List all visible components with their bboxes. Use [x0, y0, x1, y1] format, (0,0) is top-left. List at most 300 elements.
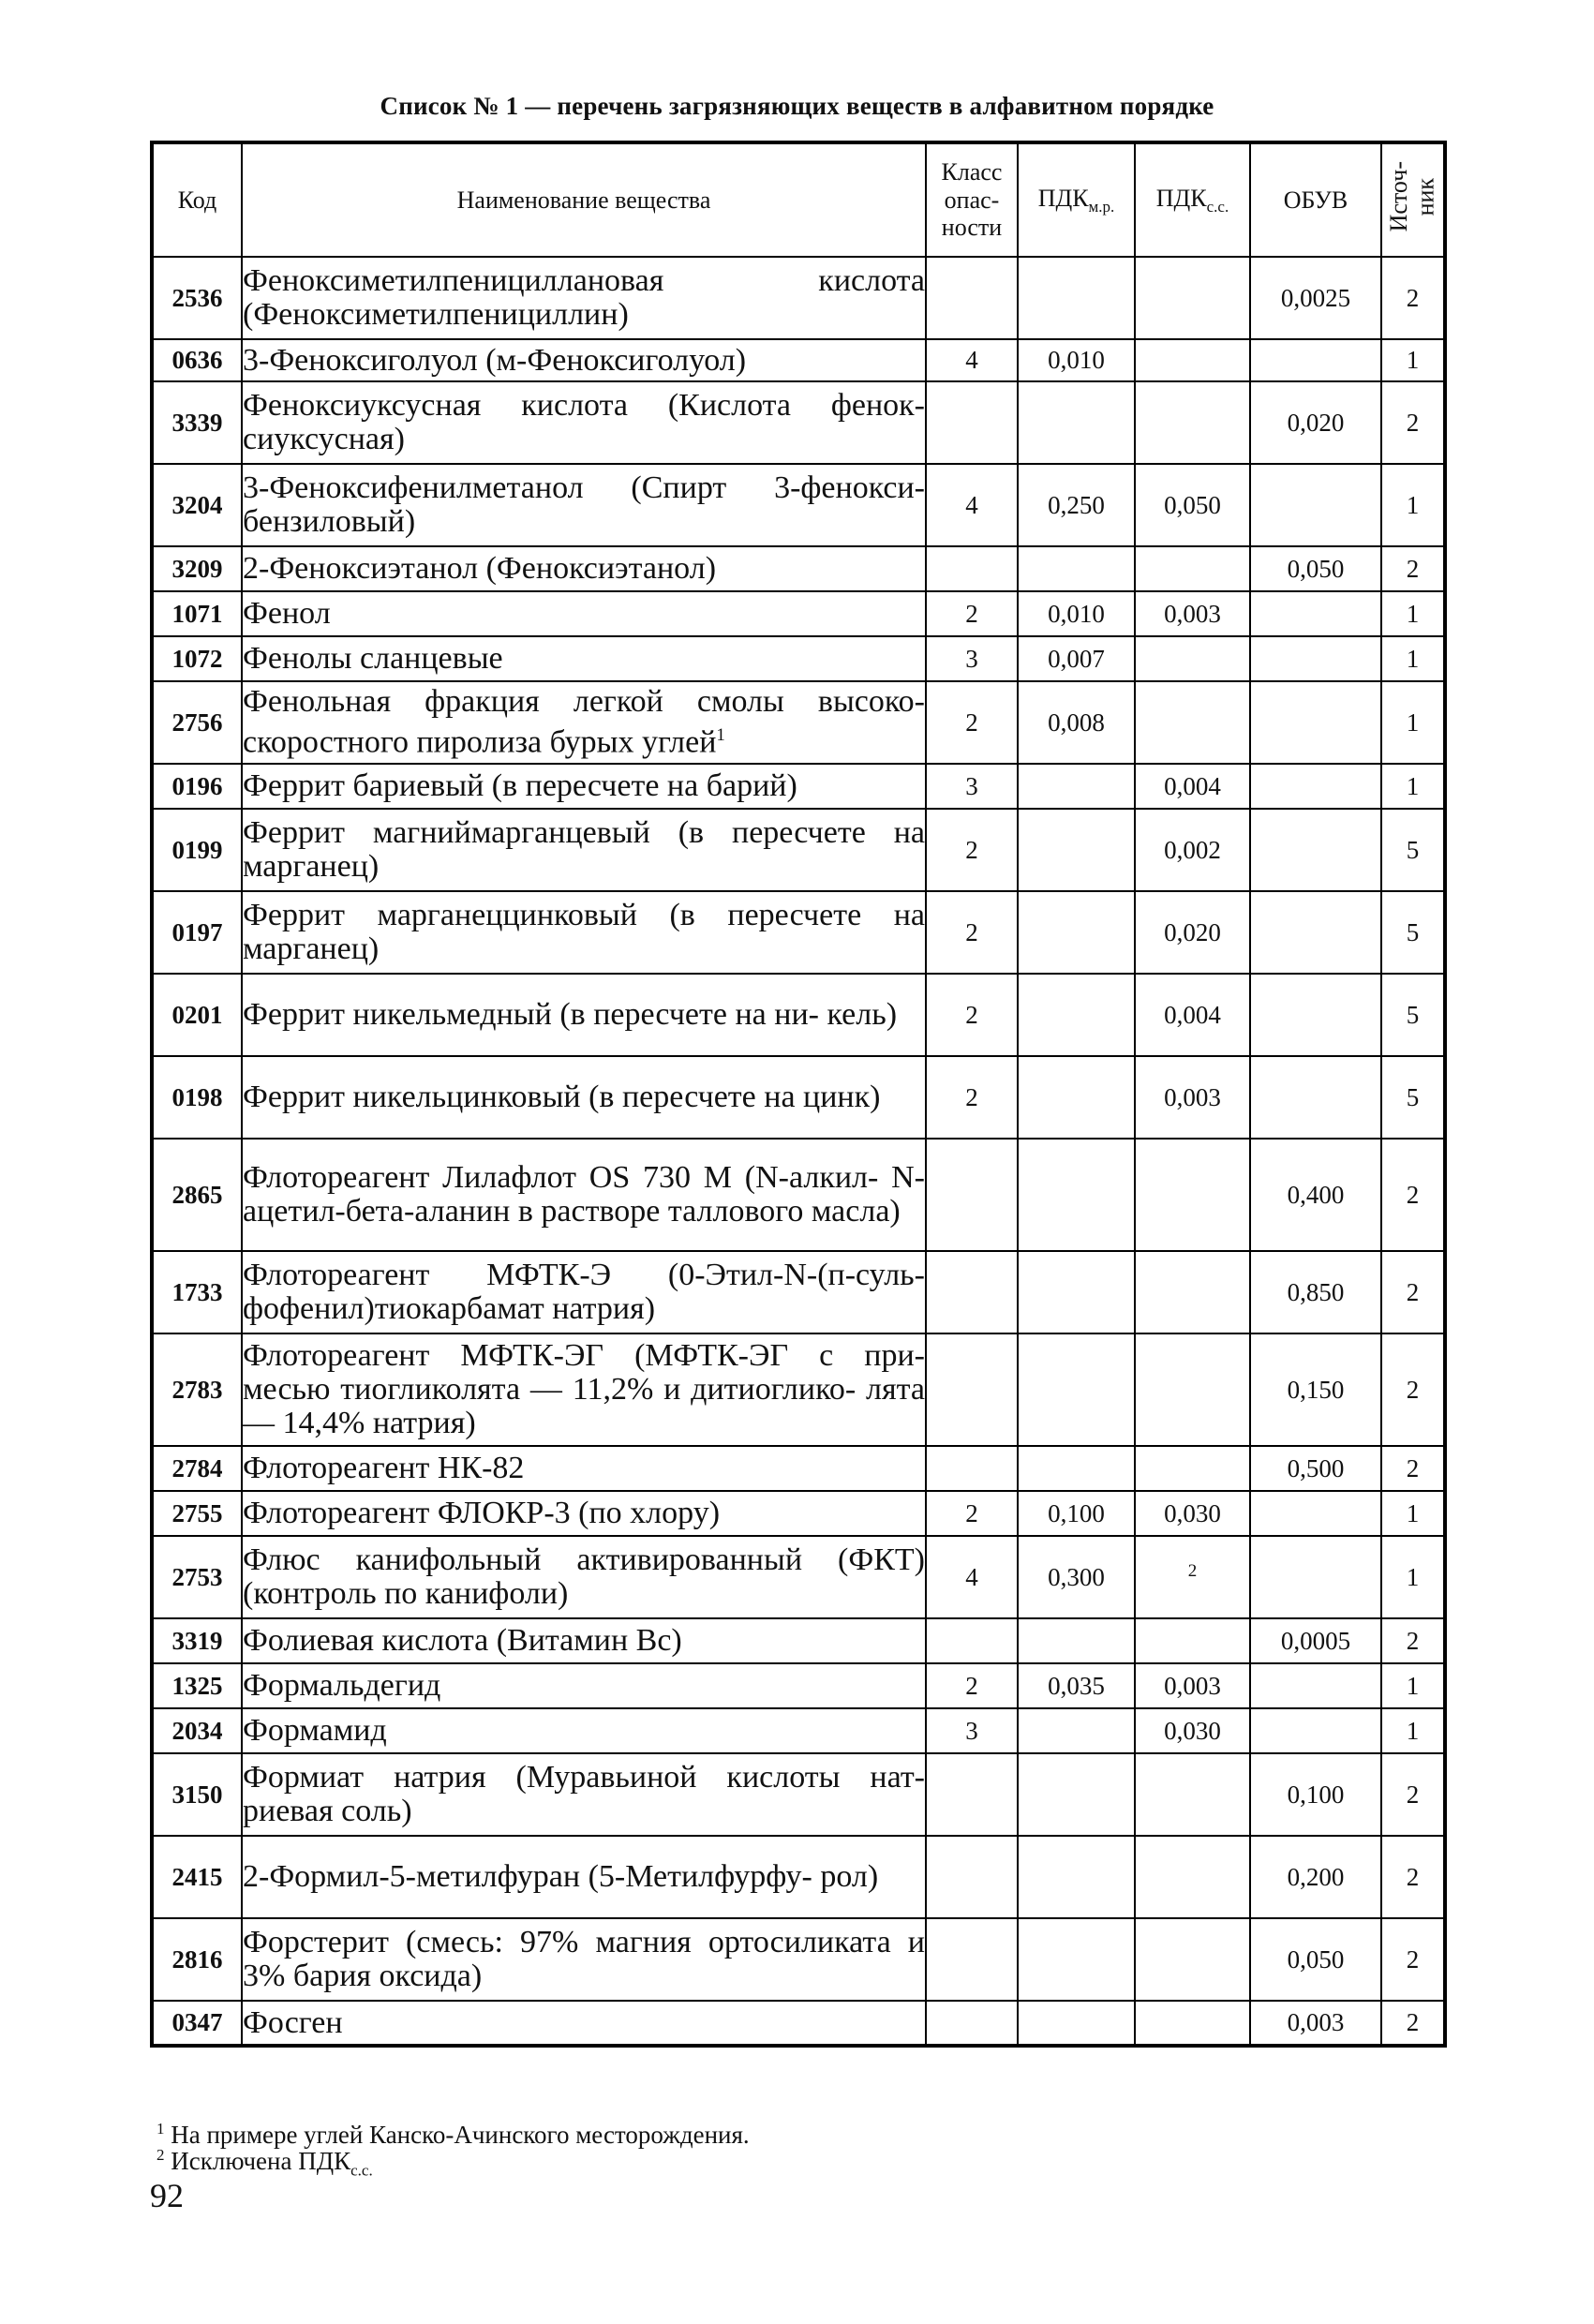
- cell-name: [242, 1139, 926, 1251]
- cell-obuv-text: 0,050: [1287, 554, 1345, 583]
- cell-name-text: Формиат натрия (Муравьиной кислоты нат- риевая соль): [243, 1760, 925, 1828]
- cell-obuv-text: 0,050: [1287, 1944, 1345, 1974]
- cell-source: [1381, 1708, 1445, 1753]
- table-row: [152, 1056, 1445, 1139]
- cell-name-text: Фенольная фракция легкой смолы высоко- скоростного пиролиза бурых углей: [243, 684, 925, 760]
- cell-obuv: [1250, 1056, 1381, 1139]
- cell-obuv: [1250, 1251, 1381, 1333]
- cell-source-text: 1: [1406, 1671, 1420, 1700]
- cell-source: [1381, 1618, 1445, 1663]
- cell-pdk-ss: [1135, 681, 1250, 764]
- cell-code-text: 3150: [171, 1780, 223, 1809]
- cell-pdk-mr: [1018, 339, 1135, 381]
- cell-pdk-ss: [1135, 1251, 1250, 1333]
- cell-source-text: 5: [1406, 917, 1420, 946]
- cell-name: [242, 591, 926, 636]
- cell-pdk-ss-text: 0,004: [1164, 771, 1221, 800]
- cell-source: [1381, 464, 1445, 546]
- cell-source-text: 5: [1406, 1000, 1420, 1029]
- cell-hazard-class-text: 3: [965, 1716, 978, 1745]
- table-row: [152, 1446, 1445, 1491]
- cell-name-text: 3-Феноксиголуол (м-Феноксиголуол): [243, 342, 747, 378]
- cell-code: [152, 1251, 242, 1333]
- cell-hazard-class: [926, 764, 1018, 809]
- cell-pdk-ss: [1135, 464, 1250, 546]
- cell-code: [152, 1536, 242, 1618]
- cell-pdk-ss: [1135, 1708, 1250, 1753]
- cell-name: [242, 1491, 926, 1536]
- cell-code-text: 3204: [171, 490, 223, 519]
- cell-obuv: [1250, 546, 1381, 591]
- cell-pdk-mr: [1018, 1333, 1135, 1446]
- cell-name-text: Флотореагент НК-82: [243, 1451, 525, 1485]
- cell-source: [1381, 381, 1445, 464]
- cell-code-text: 0347: [171, 2008, 223, 2036]
- cell-source: [1381, 809, 1445, 891]
- cell-obuv: [1250, 891, 1381, 974]
- cell-name-text: Форстерит (смесь: 97% магния ортосиликата и 3% бария оксида): [243, 1925, 925, 1993]
- cell-obuv: [1250, 809, 1381, 891]
- cell-pdk-ss: [1135, 764, 1250, 809]
- cell-hazard-class-text: 2: [965, 599, 978, 628]
- cell-code-text: 2784: [171, 1453, 223, 1482]
- cell-hazard-class-text: 4: [965, 346, 978, 374]
- cell-pdk-mr: [1018, 764, 1135, 809]
- cell-hazard-class: [926, 681, 1018, 764]
- cell-source-text: 2: [1406, 283, 1420, 312]
- cell-name-text: Флюс канифольный активированный (ФКТ) (контроль по канифоли): [243, 1542, 925, 1611]
- table-row: [152, 891, 1445, 974]
- cell-name: [242, 257, 926, 339]
- cell-name: [242, 809, 926, 891]
- cell-code-text: 3319: [171, 1626, 223, 1655]
- cell-pdk-ss-text: 0,030: [1164, 1498, 1221, 1527]
- cell-code: [152, 1333, 242, 1446]
- table-row: [152, 1618, 1445, 1663]
- cell-name: [242, 1251, 926, 1333]
- cell-code-text: 2536: [171, 283, 223, 312]
- table-row: [152, 636, 1445, 681]
- cell-source-text: 2: [1406, 1862, 1420, 1891]
- cell-pdk-mr-text: 0,007: [1048, 644, 1105, 673]
- cell-obuv: [1250, 591, 1381, 636]
- cell-code-text: 0196: [171, 771, 223, 800]
- table-row: [152, 681, 1445, 764]
- cell-source: [1381, 1491, 1445, 1536]
- cell-hazard-class-text: 2: [965, 708, 978, 737]
- cell-name: [242, 1446, 926, 1491]
- cell-obuv: [1250, 339, 1381, 381]
- cell-code-text: 0201: [171, 1000, 223, 1029]
- cell-source-text: 2: [1406, 408, 1420, 437]
- cell-source: [1381, 1836, 1445, 1918]
- cell-name: [242, 1753, 926, 1836]
- cell-name: [242, 1708, 926, 1753]
- cell-name-text: Флотореагент МФТК-ЭГ (МФТК-ЭГ с при- месью тиогликолята — 11,2% и дитиоглико- лята — 14,4% натрия): [243, 1338, 925, 1440]
- table-row: [152, 546, 1445, 591]
- cell-source-text: 1: [1406, 1498, 1420, 1527]
- cell-pdk-mr: [1018, 1446, 1135, 1491]
- cell-name-text: Феррит бариевый (в пересчете на барий): [243, 768, 797, 803]
- table-row: [152, 1491, 1445, 1536]
- cell-name: [242, 381, 926, 464]
- cell-name-text: Фосген: [243, 2004, 343, 2040]
- cell-hazard-class: [926, 1446, 1018, 1491]
- cell-hazard-class: [926, 257, 1018, 339]
- cell-pdk-mr: [1018, 1056, 1135, 1139]
- cell-source-text: 2: [1406, 554, 1420, 583]
- cell-pdk-ss: [1135, 1333, 1250, 1446]
- table-row: [152, 1251, 1445, 1333]
- cell-name-text: Феноксиметилпенициллановая кислота (Феноксиметилпенициллин): [243, 263, 925, 332]
- cell-pdk-mr: [1018, 1918, 1135, 2001]
- cell-obuv-text: 0,400: [1287, 1180, 1345, 1209]
- cell-obuv: [1250, 2001, 1381, 2046]
- cell-pdk-mr: [1018, 1753, 1135, 1836]
- cell-source-text: 1: [1406, 708, 1420, 737]
- cell-name-text: Формамид: [243, 1713, 387, 1748]
- cell-pdk-mr: [1018, 591, 1135, 636]
- cell-name-text: Флотореагент Лилафлот OS 730 M (N-алкил- N-ацетил-бета-аланин в растворе таллового масла): [243, 1160, 925, 1229]
- cell-code-text: 2783: [171, 1375, 223, 1404]
- cell-source: [1381, 1918, 1445, 2001]
- cell-name-text: Феррит марганеццинковый (в пересчете на марганец): [243, 898, 925, 966]
- cell-obuv-text: 0,200: [1287, 1862, 1345, 1891]
- cell-code: [152, 1836, 242, 1918]
- cell-source: [1381, 891, 1445, 974]
- cell-pdk-mr: [1018, 2001, 1135, 2046]
- cell-pdk-mr: [1018, 1708, 1135, 1753]
- cell-code: [152, 1618, 242, 1663]
- cell-name-text: Фолиевая кислота (Витамин Вс): [243, 1623, 682, 1658]
- cell-code-text: 0636: [171, 346, 223, 374]
- cell-source-text: 2: [1406, 1780, 1420, 1809]
- cell-source: [1381, 1663, 1445, 1708]
- cell-hazard-class: [926, 1491, 1018, 1536]
- cell-hazard-class: [926, 1333, 1018, 1446]
- cell-code: [152, 1056, 242, 1139]
- cell-name-text: 2-Формил-5-метилфуран (5-Метилфурфу- рол): [243, 1859, 879, 1894]
- cell-source-text: 5: [1406, 835, 1420, 864]
- cell-pdk-ss-text: 0,003: [1164, 599, 1221, 628]
- cell-pdk-mr-text: 0,300: [1048, 1562, 1105, 1591]
- cell-name: [242, 339, 926, 381]
- cell-obuv-text: 0,0025: [1280, 283, 1351, 312]
- cell-source: [1381, 1139, 1445, 1251]
- cell-code-text: 2753: [171, 1562, 223, 1591]
- table-row: [152, 1663, 1445, 1708]
- cell-source-text: 1: [1406, 771, 1420, 800]
- cell-code-text: 3339: [171, 408, 223, 437]
- cell-source: [1381, 1056, 1445, 1139]
- cell-obuv: [1250, 1536, 1381, 1618]
- cell-hazard-class: [926, 381, 1018, 464]
- cell-code-text: 1325: [171, 1671, 223, 1700]
- cell-code: [152, 2001, 242, 2046]
- header-hazard-class: Класс опас- ности: [926, 142, 1018, 257]
- cell-pdk-mr: [1018, 381, 1135, 464]
- header-name: Наименование вещества: [242, 142, 926, 257]
- cell-code-text: 1072: [171, 644, 223, 673]
- cell-code: [152, 339, 242, 381]
- cell-obuv: [1250, 764, 1381, 809]
- cell-name: [242, 1663, 926, 1708]
- cell-hazard-class: [926, 1753, 1018, 1836]
- cell-pdk-mr: [1018, 1251, 1135, 1333]
- cell-pdk-ss: [1135, 1753, 1250, 1836]
- cell-hazard-class-text: 2: [965, 1082, 978, 1111]
- cell-code-text: 0199: [171, 835, 223, 864]
- cell-name: [242, 636, 926, 681]
- cell-name-text: 2-Феноксиэтанол (Феноксиэтанол): [243, 551, 717, 586]
- cell-pdk-mr: [1018, 891, 1135, 974]
- cell-obuv-text: 0,500: [1287, 1453, 1345, 1482]
- table-row: [152, 2001, 1445, 2046]
- cell-code: [152, 1708, 242, 1753]
- cell-code: [152, 636, 242, 681]
- cell-obuv: [1250, 1333, 1381, 1446]
- cell-pdk-mr: [1018, 1536, 1135, 1618]
- cell-source-text: 2: [1406, 1375, 1420, 1404]
- cell-pdk-ss-text: 0,003: [1164, 1082, 1221, 1111]
- cell-name-text: Формальдегид: [243, 1668, 441, 1703]
- cell-hazard-class-text: 2: [965, 917, 978, 946]
- footnote-mark: 1: [716, 725, 725, 746]
- cell-hazard-class: [926, 1918, 1018, 2001]
- cell-pdk-ss: [1135, 809, 1250, 891]
- cell-code-text: 1071: [171, 599, 223, 628]
- cell-pdk-ss: [1135, 381, 1250, 464]
- cell-name: [242, 1918, 926, 2001]
- cell-hazard-class-text: 3: [965, 644, 978, 673]
- cell-name-text: Феррит магниймарганцевый (в пересчете на марганец): [243, 815, 925, 884]
- cell-pdk-ss-text: 2: [1187, 1560, 1198, 1581]
- cell-code: [152, 809, 242, 891]
- cell-code-text: 2816: [171, 1944, 223, 1974]
- table-row: [152, 1753, 1445, 1836]
- cell-pdk-mr: [1018, 636, 1135, 681]
- cell-obuv: [1250, 464, 1381, 546]
- cell-source: [1381, 546, 1445, 591]
- cell-code-text: 2865: [171, 1180, 223, 1209]
- footnote-1: $^1$ На примере углей Канско-Ачинского месторождения.: [156, 2120, 750, 2149]
- cell-pdk-ss: [1135, 1536, 1250, 1618]
- cell-pdk-ss: [1135, 974, 1250, 1056]
- cell-source: [1381, 1446, 1445, 1491]
- page-title: Список № 1 — перечень загрязняющих веществ в алфавитном порядке: [380, 92, 1214, 120]
- cell-source-text: 1: [1406, 1562, 1420, 1591]
- table-header-row: [152, 142, 1445, 257]
- cell-hazard-class: [926, 891, 1018, 974]
- cell-source-text: 1: [1406, 644, 1420, 673]
- cell-pdk-mr: [1018, 1663, 1135, 1708]
- header-pdk-mr: $ПДК_{м.р.}$: [1018, 142, 1135, 257]
- cell-code: [152, 591, 242, 636]
- cell-source-text: 2: [1406, 1944, 1420, 1974]
- cell-source-text: 1: [1406, 490, 1420, 519]
- cell-hazard-class: [926, 339, 1018, 381]
- cell-name-text: Флотореагент ФЛОКР-3 (по хлору): [243, 1496, 721, 1530]
- cell-source-text: 1: [1406, 346, 1420, 374]
- cell-source-text: 1: [1406, 599, 1420, 628]
- cell-code: [152, 1663, 242, 1708]
- cell-pdk-ss: [1135, 257, 1250, 339]
- cell-name: [242, 546, 926, 591]
- cell-code: [152, 1753, 242, 1836]
- cell-obuv: [1250, 974, 1381, 1056]
- cell-name: [242, 974, 926, 1056]
- table-row: [152, 974, 1445, 1056]
- footnote-2: $^2$ Исключена $ПДК_{с.с.}$: [156, 2146, 373, 2180]
- cell-code: [152, 764, 242, 809]
- cell-obuv-text: 0,0005: [1280, 1626, 1351, 1655]
- cell-source: [1381, 636, 1445, 681]
- cell-pdk-ss-text: 0,004: [1164, 1000, 1221, 1029]
- cell-code-text: 2755: [171, 1498, 223, 1527]
- cell-code: [152, 1446, 242, 1491]
- cell-pdk-ss-text: 0,020: [1164, 917, 1221, 946]
- cell-pdk-ss: [1135, 1056, 1250, 1139]
- cell-source-text: 2: [1406, 1277, 1420, 1306]
- cell-obuv: [1250, 636, 1381, 681]
- cell-pdk-mr: [1018, 1618, 1135, 1663]
- cell-hazard-class: [926, 1836, 1018, 1918]
- cell-code: [152, 257, 242, 339]
- table-row: [152, 381, 1445, 464]
- cell-name: [242, 681, 926, 764]
- cell-pdk-ss-text: 0,002: [1164, 835, 1221, 864]
- cell-name: [242, 1536, 926, 1618]
- cell-code-text: 1733: [171, 1277, 223, 1306]
- cell-obuv: [1250, 1753, 1381, 1836]
- cell-pdk-ss: [1135, 591, 1250, 636]
- table-row: [152, 1536, 1445, 1618]
- cell-code-text: 0198: [171, 1082, 223, 1111]
- header-source: Источ- ник: [1381, 142, 1445, 257]
- cell-source: [1381, 1753, 1445, 1836]
- cell-name: [242, 1618, 926, 1663]
- cell-source: [1381, 2001, 1445, 2046]
- cell-name-text: Феррит никельцинковый (в пересчете на цинк): [243, 1080, 881, 1114]
- cell-pdk-mr: [1018, 1836, 1135, 1918]
- cell-source: [1381, 681, 1445, 764]
- cell-source: [1381, 974, 1445, 1056]
- header-pdk-ss: $ПДК_{с.с.}$: [1135, 142, 1250, 257]
- cell-hazard-class-text: 2: [965, 1000, 978, 1029]
- cell-name-text: Феррит никельмедный (в пересчете на ни- кель): [243, 997, 898, 1032]
- cell-name: [242, 1056, 926, 1139]
- cell-obuv: [1250, 1663, 1381, 1708]
- cell-hazard-class: [926, 1708, 1018, 1753]
- cell-hazard-class: [926, 1663, 1018, 1708]
- cell-hazard-class: [926, 636, 1018, 681]
- cell-hazard-class-text: 4: [965, 1562, 978, 1591]
- cell-source: [1381, 257, 1445, 339]
- cell-code: [152, 681, 242, 764]
- cell-code: [152, 1918, 242, 2001]
- table-row: [152, 1836, 1445, 1918]
- table-row: [152, 1333, 1445, 1446]
- cell-pdk-mr-text: 0,250: [1048, 490, 1105, 519]
- cell-name-text: Флотореагент МФТК-Э (0-Этил-N-(п-суль- фофенил)тиокарбамат натрия): [243, 1258, 925, 1326]
- cell-pdk-ss: [1135, 1918, 1250, 2001]
- cell-pdk-ss: [1135, 339, 1250, 381]
- cell-hazard-class-text: 2: [965, 1671, 978, 1700]
- cell-source: [1381, 591, 1445, 636]
- cell-pdk-mr-text: 0,100: [1048, 1498, 1105, 1527]
- cell-code-text: 2034: [171, 1716, 223, 1745]
- cell-code: [152, 464, 242, 546]
- cell-hazard-class: [926, 464, 1018, 546]
- cell-source-text: 2: [1406, 1180, 1420, 1209]
- cell-pdk-ss: [1135, 2001, 1250, 2046]
- cell-hazard-class: [926, 2001, 1018, 2046]
- pollutants-table: [150, 141, 1447, 2048]
- cell-pdk-mr: [1018, 681, 1135, 764]
- cell-source-text: 2: [1406, 1453, 1420, 1482]
- cell-pdk-mr: [1018, 464, 1135, 546]
- cell-obuv: [1250, 1618, 1381, 1663]
- cell-pdk-ss: [1135, 1139, 1250, 1251]
- cell-code-text: 2415: [171, 1862, 223, 1891]
- cell-obuv: [1250, 1491, 1381, 1536]
- cell-source-text: 2: [1406, 2008, 1420, 2036]
- table-row: [152, 1918, 1445, 2001]
- cell-name-text: Феноксиуксусная кислота (Кислота фенок- сиуксусная): [243, 388, 925, 456]
- cell-pdk-ss: [1135, 1618, 1250, 1663]
- table-row: [152, 1139, 1445, 1251]
- cell-name: [242, 2001, 926, 2046]
- cell-pdk-mr: [1018, 809, 1135, 891]
- cell-hazard-class: [926, 1056, 1018, 1139]
- cell-hazard-class-text: 3: [965, 771, 978, 800]
- cell-name: [242, 1836, 926, 1918]
- cell-pdk-mr: [1018, 974, 1135, 1056]
- cell-obuv: [1250, 1918, 1381, 2001]
- cell-pdk-mr: [1018, 1139, 1135, 1251]
- cell-hazard-class: [926, 809, 1018, 891]
- cell-obuv: [1250, 1836, 1381, 1918]
- cell-obuv: [1250, 1708, 1381, 1753]
- cell-hazard-class: [926, 974, 1018, 1056]
- cell-code-text: 0197: [171, 917, 223, 946]
- cell-name-text: Фенолы сланцевые: [243, 641, 503, 676]
- cell-pdk-ss: [1135, 1491, 1250, 1536]
- cell-hazard-class: [926, 1618, 1018, 1663]
- table-row: [152, 257, 1445, 339]
- table-row: [152, 809, 1445, 891]
- cell-pdk-mr-text: 0,010: [1048, 346, 1105, 374]
- cell-hazard-class-text: 2: [965, 835, 978, 864]
- table-row: [152, 1708, 1445, 1753]
- cell-obuv-text: 0,850: [1287, 1277, 1345, 1306]
- cell-source-text: 2: [1406, 1626, 1420, 1655]
- cell-obuv: [1250, 681, 1381, 764]
- cell-source-text: 1: [1406, 1716, 1420, 1745]
- cell-pdk-mr-text: 0,008: [1048, 708, 1105, 737]
- cell-source: [1381, 1333, 1445, 1446]
- cell-pdk-ss-text: 0,030: [1164, 1716, 1221, 1745]
- cell-code: [152, 891, 242, 974]
- cell-pdk-ss-text: 0,003: [1164, 1671, 1221, 1700]
- cell-obuv-text: 0,100: [1287, 1780, 1345, 1809]
- cell-code-text: 3209: [171, 554, 223, 583]
- table-row: [152, 591, 1445, 636]
- cell-source: [1381, 1251, 1445, 1333]
- cell-pdk-ss: [1135, 1836, 1250, 1918]
- cell-code: [152, 974, 242, 1056]
- cell-hazard-class: [926, 1536, 1018, 1618]
